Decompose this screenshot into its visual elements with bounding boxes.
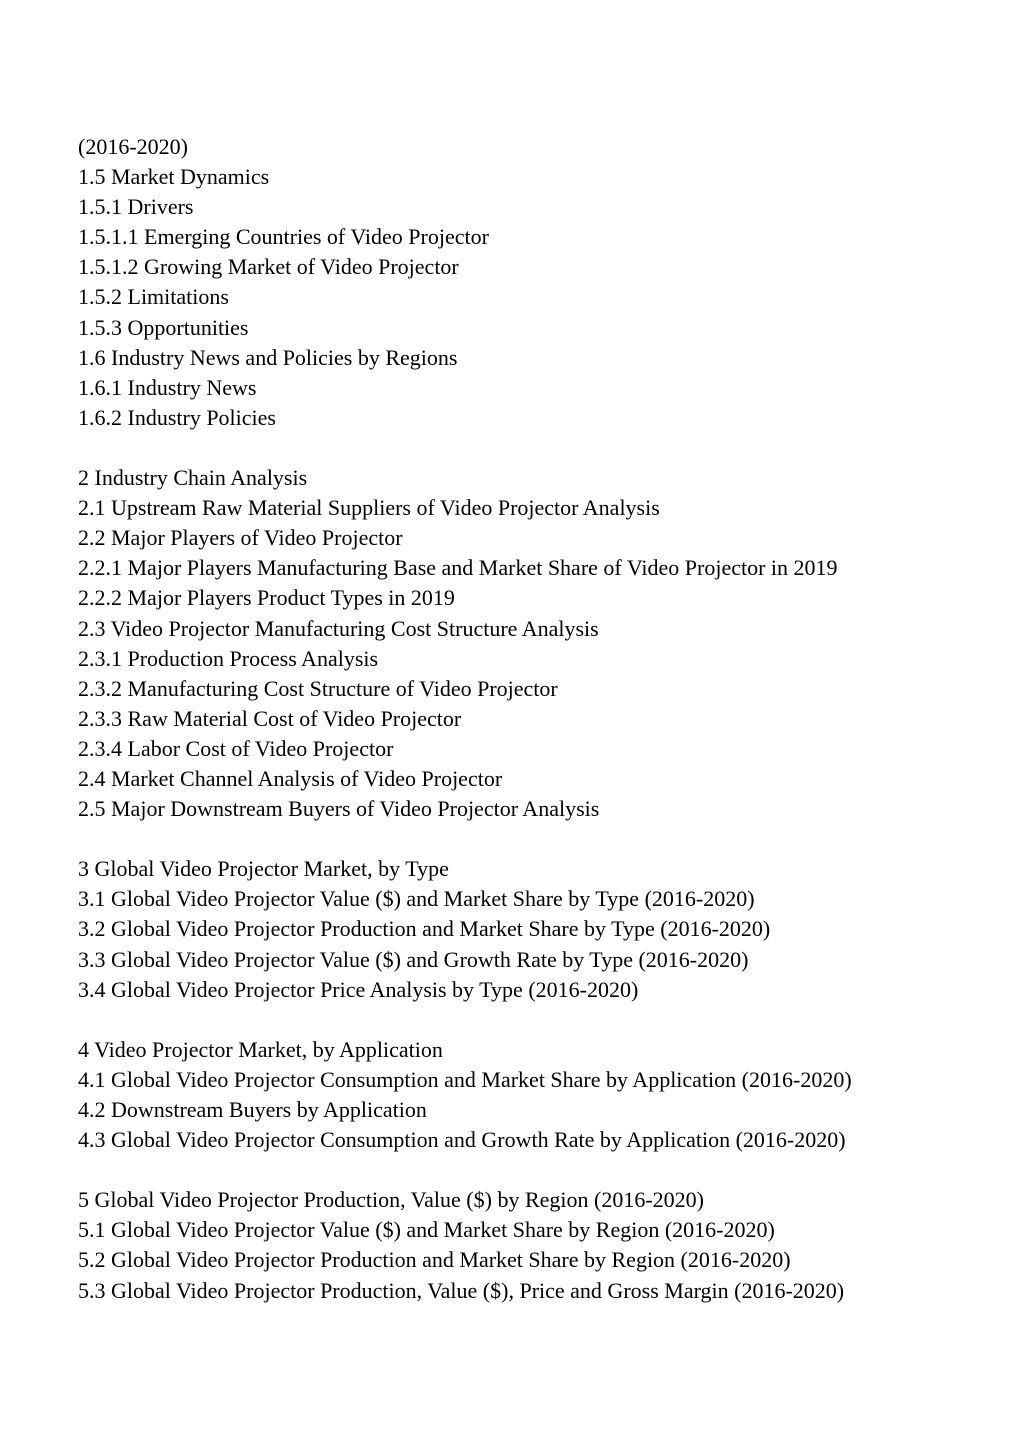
toc-entry: 2.3 Video Projector Manufacturing Cost Structure Analysis: [78, 615, 599, 641]
toc-entry: 5.1 Global Video Projector Value ($) and Market Share by Region (2016-2020): [78, 1217, 775, 1243]
toc-entry: 2.3.3 Raw Material Cost of Video Projector: [78, 705, 462, 731]
toc-entry: 2.4 Market Channel Analysis of Video Projector: [78, 765, 503, 791]
toc-entry: 4.2 Downstream Buyers by Application: [78, 1097, 427, 1122]
toc-section-1: [78, 132, 978, 433]
toc-entry: 3.3 Global Video Projector Value ($) and Growth Rate by Type (2016-2020): [78, 946, 749, 972]
toc-entry: 2.2.2 Major Players Product Types in 2019: [78, 585, 455, 611]
toc-entry: 3.1 Global Video Projector Value ($) and Market Share by Type (2016-2020): [78, 886, 755, 912]
toc-chapter-heading: 3 Global Video Projector Market, by Type: [78, 856, 449, 882]
toc-entry: 1.5.1 Drivers: [78, 194, 194, 220]
toc-entry: 1.5.2 Limitations: [78, 284, 229, 310]
toc-entry: 2.3.1 Production Process Analysis: [78, 645, 379, 671]
toc-entry: 1.6.2 Industry Policies: [78, 404, 276, 430]
toc-entry: 3.2 Global Video Projector Production and Market Share by Type (2016-2020): [78, 916, 771, 942]
toc-entry: 3.4 Global Video Projector Price Analysis by Type (2016-2020): [78, 976, 639, 1002]
toc-section-5: [78, 1185, 978, 1305]
toc-entry: 4.3 Global Video Projector Consumption and Growth Rate by Application (2016-2020): [78, 1127, 846, 1153]
toc-section-2: [78, 463, 978, 824]
toc-entry: 2.3.4 Labor Cost of Video Projector: [78, 735, 394, 761]
toc-entry: 1.5.3 Opportunities: [78, 314, 249, 340]
toc-entry: 1.5.1.1 Emerging Countries of Video Projector: [78, 224, 489, 250]
toc-entry: 1.5.1.2 Growing Market of Video Projector: [78, 254, 459, 280]
toc-entry: 1.6.1 Industry News: [78, 374, 257, 400]
toc-section-3: [78, 854, 978, 1004]
toc-section-4: [78, 1035, 978, 1155]
toc-entry: 4.1 Global Video Projector Consumption and Market Share by Application (2016-2020): [78, 1066, 852, 1092]
toc-chapter-heading: 2 Industry Chain Analysis: [78, 465, 308, 491]
toc-entry: 5.2 Global Video Projector Production and Market Share by Region (2016-2020): [78, 1247, 791, 1273]
toc-chapter-heading: 5 Global Video Projector Production, Value ($) by Region (2016-2020): [78, 1187, 704, 1213]
toc-entry: 5.3 Global Video Projector Production, Value ($), Price and Gross Margin (2016-2020): [78, 1277, 845, 1303]
toc-entry: 2.2 Major Players of Video Projector: [78, 525, 403, 551]
section-spacer: [78, 433, 978, 463]
toc-entry: 1.5 Market Dynamics: [78, 164, 270, 190]
toc-entry: 2.3.2 Manufacturing Cost Structure of Video Projector: [78, 675, 558, 701]
section-spacer: [78, 824, 978, 854]
toc-entry: (2016-2020): [78, 134, 188, 159]
toc-entry: 2.1 Upstream Raw Material Suppliers of Video Projector Analysis: [78, 495, 660, 521]
toc-entry: 2.5 Major Downstream Buyers of Video Projector Analysis: [78, 796, 600, 822]
table-of-contents: [78, 132, 978, 1306]
section-spacer: [78, 1005, 978, 1035]
toc-chapter-heading: 4 Video Projector Market, by Application: [78, 1036, 443, 1062]
toc-entry: 2.2.1 Major Players Manufacturing Base and Market Share of Video Projector in 2019: [78, 555, 838, 581]
toc-entry: 1.6 Industry News and Policies by Regions: [78, 344, 458, 370]
section-spacer: [78, 1155, 978, 1185]
